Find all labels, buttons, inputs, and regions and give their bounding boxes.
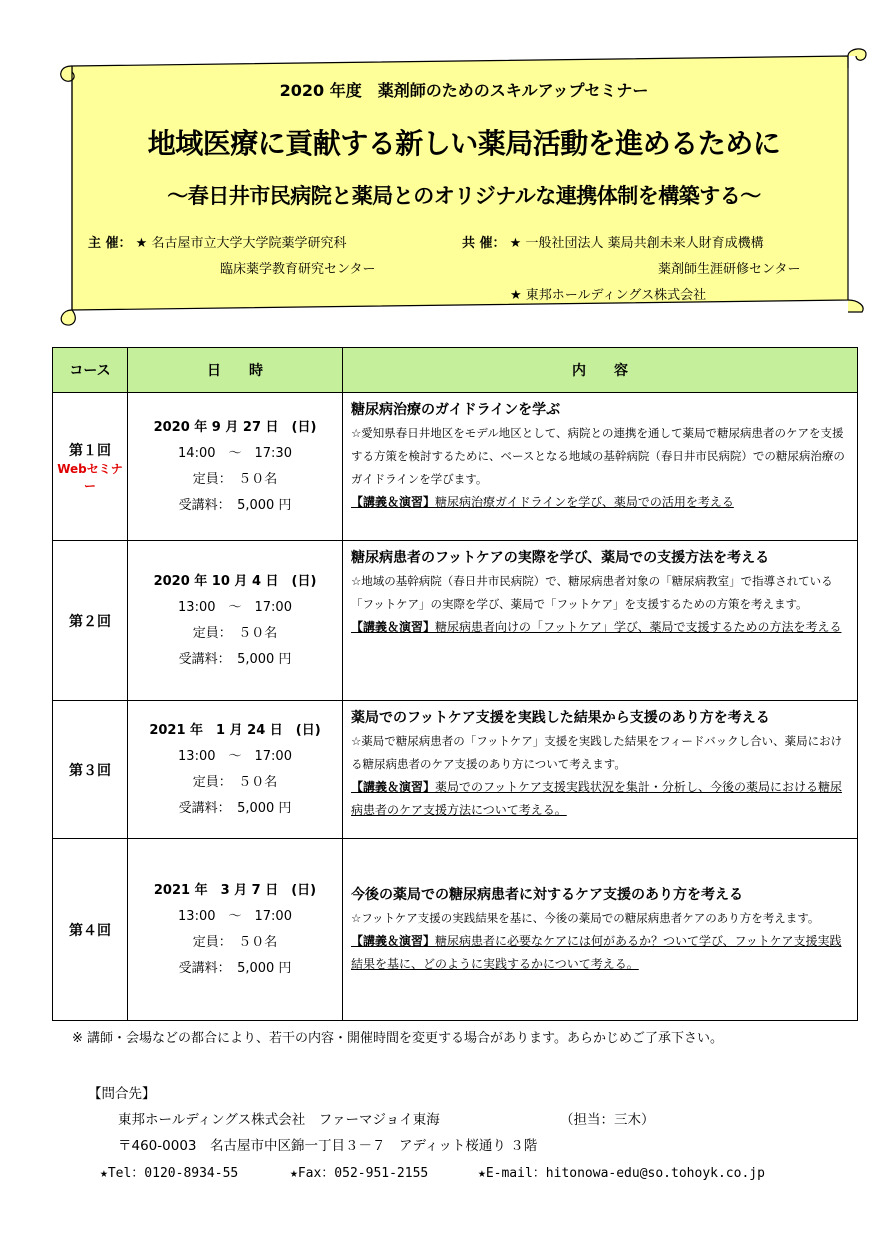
lecture-label: 【講義＆演習】 — [351, 933, 436, 948]
content-body: ☆薬局で糖尿病患者の「フットケア」支援を実践した結果をフィードバックし合い、薬局における糖尿病患者のケア支援のあり方について考えます。 — [351, 734, 843, 771]
content-lecture — [351, 616, 849, 639]
header-content: 内 容 — [343, 348, 858, 393]
content-cell — [343, 701, 858, 839]
course-label: 第２回 — [69, 613, 111, 630]
content-body: ☆地域の基幹病院（春日井市民病院）で、糖尿病患者対象の「糖尿病教室」で指導されている「フットケア」の実際を学び、薬局で「フットケア」を支援するための方策を考えます。 — [351, 574, 833, 611]
contact-heading: 【問合先】 — [88, 1086, 156, 1102]
session-time: 14:00 ～ 17:30 — [178, 445, 292, 461]
content-body: ☆愛知県春日井地区をモデル地区として、病院との連携を通して薬局で糖尿病患者のケアを支援する方策を検討するために、ベースとなる地域の基幹病院（春日井市民病院）での糖尿病治療のガイドラインを学びます。 — [351, 426, 845, 486]
organizer-2: 臨床薬学教育研究センター — [220, 262, 376, 277]
sub-title: ～春日井市民病院と薬局とのオリジナルな連携体制を構築する～ — [167, 184, 761, 208]
content-lecture — [351, 776, 849, 822]
content-cell — [343, 839, 858, 1021]
session-capacity: 定員： ５０名 — [192, 934, 278, 950]
session-time: 13:00 ～ 17:00 — [178, 748, 292, 764]
lecture-label: 【講義＆演習】 — [351, 495, 436, 509]
cohost-1: ★ 一般社団法人 薬局共創未来人財育成機構 — [509, 236, 764, 251]
content-title: 糖尿病治療のガイドラインを学ぶ — [351, 402, 561, 418]
lecture-text: 糖尿病患者向けの「フットケア」学び、薬局で支援するための方法を考える — [435, 620, 842, 634]
content-title: 薬局でのフットケア支援を実践した結果から支援のあり方を考える — [351, 710, 770, 726]
datetime-cell — [128, 701, 343, 839]
session-fee: 受講料： 5,000 円 — [178, 651, 292, 667]
session-time: 13:00 ～ 17:00 — [178, 908, 292, 924]
content-lecture — [351, 491, 849, 514]
table-row — [53, 541, 858, 701]
table-row — [53, 839, 858, 1021]
header-datetime: 日 時 — [128, 348, 343, 393]
course-label: 第１回 — [69, 442, 111, 459]
cohost-line-1 — [462, 232, 764, 251]
cohost-3: ★ 東邦ホールディングス株式会社 — [510, 288, 707, 303]
content-cell — [343, 393, 858, 541]
session-fee: 受講料： 5,000 円 — [178, 800, 292, 816]
lecture-text: 糖尿病治療ガイドラインを学び、薬局での活用を考える — [435, 495, 734, 509]
organizer-1: ★ 名古屋市立大学大学院薬学研究科 — [135, 236, 347, 251]
contact-fax: ★Fax：052-951-2155 — [290, 1166, 429, 1181]
disclaimer-note: ※ 講師・会場などの都合により、若干の内容・開催時間を変更する場合があります。あらかじめご了承下さい。 — [72, 1031, 723, 1046]
lecture-label: 【講義＆演習】 — [351, 620, 436, 634]
session-fee: 受講料： 5,000 円 — [178, 497, 292, 513]
contact-company: 東邦ホールディングス株式会社 ファーマジョイ東海 — [118, 1112, 440, 1128]
session-date: 2020 年 10 月 4 日 (日) — [153, 573, 317, 589]
content-title: 糖尿病患者のフットケアの実際を学び、薬局での支援方法を考える — [351, 550, 770, 566]
lecture-text: 糖尿病患者に必要なケアには何があるか？ついて学び、フットケア支援実践結果を基に、どのように実践するかについて考える。 — [351, 933, 842, 971]
schedule-table — [52, 347, 858, 1021]
header-course: コース — [53, 348, 128, 393]
content-title: 今後の薬局での糖尿病患者に対するケア支援のあり方を考える — [351, 886, 743, 903]
course-cell — [53, 701, 128, 839]
lecture-text: 薬局でのフットケア支援実践状況を集計・分析し、今後の薬局における糖尿病患者のケア支援方法について考える。 — [351, 780, 842, 817]
contact-person: （担当：三木） — [560, 1112, 655, 1128]
session-fee: 受講料： 5,000 円 — [178, 960, 292, 976]
session-date: 2020 年 9 月 27 日 (日) — [153, 419, 317, 435]
contact-tel[interactable]: ★Tel：0120-8934-55 — [100, 1166, 239, 1181]
content-body: ☆フットケア支援の実践結果を基に、今後の薬局での糖尿病患者ケアのあり方を考えます。 — [351, 910, 820, 925]
session-time: 13:00 ～ 17:00 — [178, 599, 292, 615]
contact-address: 〒460-0003 名古屋市中区錦一丁目３－７ アディット桜通り ３階 — [118, 1138, 538, 1154]
session-capacity: 定員： ５０名 — [192, 774, 278, 790]
datetime-cell — [128, 393, 343, 541]
course-cell — [53, 393, 128, 541]
seminar-year-line: 2020 年度 薬剤師のためのスキルアップセミナー — [279, 81, 649, 100]
datetime-cell — [128, 541, 343, 701]
web-seminar-badge: Webセミナー — [57, 461, 123, 493]
session-date: 2021 年 3 月 7 日 (日) — [153, 882, 317, 898]
table-row — [53, 701, 858, 839]
cohost-2: 薬剤師生涯研修センター — [658, 262, 801, 277]
contact-email[interactable]: ★E-mail：hitonowa-edu@so.tohoyk.co.jp — [478, 1166, 765, 1181]
table-row — [53, 393, 858, 541]
lecture-label: 【講義＆演習】 — [351, 780, 436, 794]
course-label: 第３回 — [69, 762, 111, 779]
organizer-line-1 — [88, 232, 346, 251]
organizer-label: 主 催： — [88, 236, 132, 251]
course-label: 第４回 — [69, 922, 111, 939]
session-capacity: 定員： ５０名 — [192, 625, 278, 641]
banner-content — [58, 48, 870, 328]
course-cell — [53, 839, 128, 1021]
cohost-label: 共 催： — [462, 236, 506, 251]
course-cell — [53, 541, 128, 701]
session-date: 2021 年 1 月 24 日 (日) — [149, 722, 321, 738]
table-header-row — [53, 348, 858, 393]
content-lecture — [351, 930, 849, 976]
content-cell — [343, 541, 858, 701]
main-title: 地域医療に貢献する新しい薬局活動を進めるために — [147, 127, 781, 160]
datetime-cell — [128, 839, 343, 1021]
session-capacity: 定員： ５０名 — [192, 471, 278, 487]
